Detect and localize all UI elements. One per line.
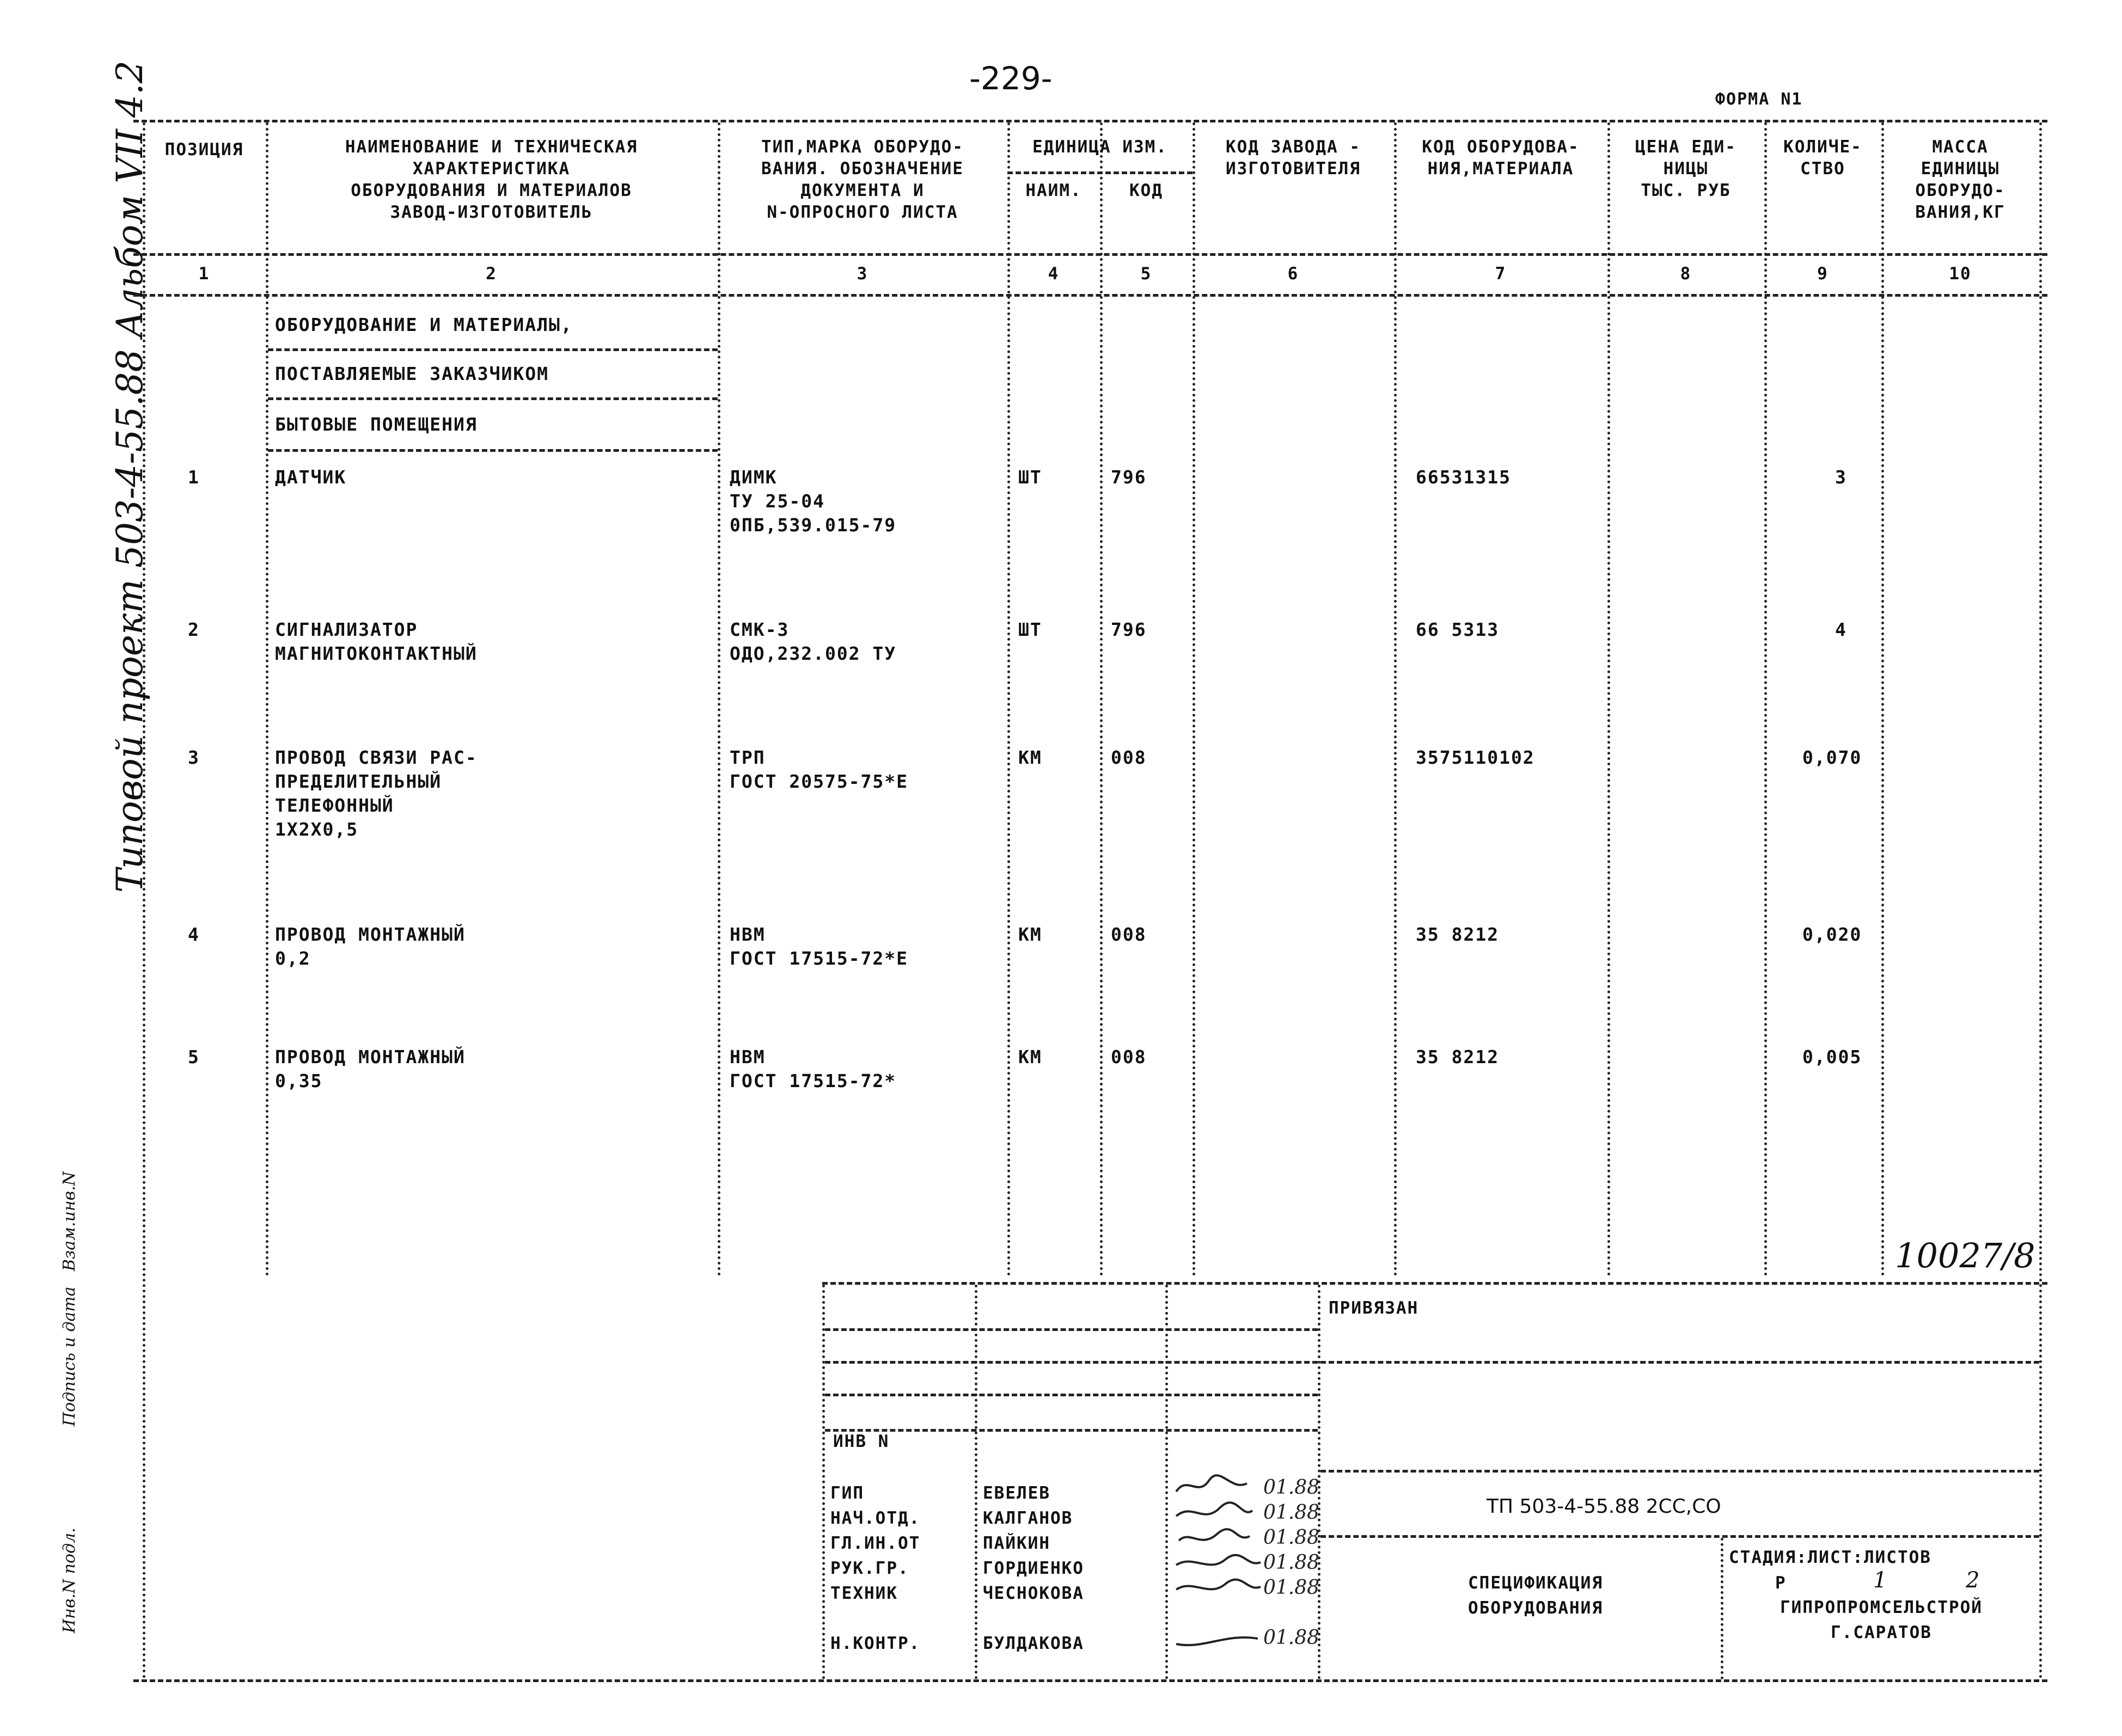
colnum-1: 1 <box>198 264 210 284</box>
stamp-name-2: КАЛГАНОВ <box>983 1508 1073 1528</box>
row-2-type: СМК-3 ОДО,232.002 ТУ <box>730 619 897 664</box>
side-label-original-inv: Инв.N подл. <box>60 1528 79 1633</box>
row-4-unit: КМ <box>1018 924 1042 945</box>
stamp-left <box>822 1285 825 1679</box>
signature-2 <box>1176 1502 1252 1516</box>
row-2-position: 2 <box>188 619 200 640</box>
header-factory-code: КОД ЗАВОДА - ИЗГОТОВИТЕЛЯ <box>1226 137 1361 179</box>
colnum-9: 9 <box>1817 264 1829 284</box>
stamp-sheet: 1 <box>1873 1568 1887 1593</box>
row-1-code: 796 <box>1111 467 1147 488</box>
row-5-code: 008 <box>1111 1046 1147 1068</box>
col-line-9 <box>1881 122 1884 1277</box>
row-4-position: 4 <box>188 924 200 945</box>
section-line-1 <box>268 348 718 351</box>
row-4-type: НВМ ГОСТ 17515-72*Е <box>730 924 909 969</box>
row-5-type: НВМ ГОСТ 17515-72* <box>730 1046 897 1091</box>
archive-number: 10027/8 <box>1895 1236 2035 1275</box>
stamp-stage: Р <box>1775 1573 1787 1593</box>
stamp-role-1: ГИП <box>830 1483 864 1503</box>
stamp-doc-code: ТП 503-4-55.88 2СС,СО <box>1487 1495 1721 1518</box>
row-1-position: 1 <box>188 467 200 488</box>
header-unit-name: НАИМ. <box>1025 181 1082 200</box>
stamp-top <box>822 1282 2047 1285</box>
stamp-organization: ГИПРОПРОМСЕЛЬСТРОЙ Г.САРАТОВ <box>1780 1598 1983 1642</box>
stamp-inv-label: ИНВ N <box>833 1432 890 1451</box>
row-4-mass: 0,020 <box>1802 924 1862 945</box>
stamp-right-line-2 <box>1320 1470 2039 1473</box>
header-type: ТИП,МАРКА ОБОРУДО- ВАНИЯ. ОБОЗНАЧЕНИЕ ДОКУМЕНТА И N-ОПРОСНОГО ЛИСТА <box>761 137 964 222</box>
row-1-type: ДИМК ТУ 25-04 0ПБ,539.015-79 <box>730 467 897 536</box>
col-line-3 <box>1007 122 1010 1277</box>
row-2-unit: ШТ <box>1018 619 1042 640</box>
row-3-type: ТРП ГОСТ 20575-75*Е <box>730 747 909 792</box>
signature-3 <box>1179 1529 1250 1541</box>
stamp-name-1: ЕВЕЛЕВ <box>983 1483 1050 1503</box>
header-unit: ЕДИНИЦА ИЗМ. <box>1032 137 1167 157</box>
stamp-signatures <box>1171 1470 1269 1666</box>
colnum-6: 6 <box>1287 264 1299 284</box>
colnum-7: 7 <box>1495 264 1507 284</box>
colnum-10: 10 <box>1949 264 1972 284</box>
row-5-position: 5 <box>188 1046 200 1068</box>
colnum-3: 3 <box>857 264 869 284</box>
section-customer-supplied: ПОСТАВЛЯЕМЫЕ ЗАКАЗЧИКОМ <box>275 363 549 384</box>
stamp-name-4: ГОРДИЕНКО <box>983 1559 1084 1578</box>
row-3-unit: КМ <box>1018 747 1042 768</box>
row-3-position: 3 <box>188 747 200 768</box>
row-5-equipment-code: 35 8212 <box>1416 1046 1500 1068</box>
colnum-8: 8 <box>1680 264 1692 284</box>
stamp-stage-left <box>1721 1538 1723 1679</box>
header-price: ЦЕНА ЕДИ- НИЦЫ ТЫС. РУБ <box>1635 137 1736 200</box>
row-5-unit: КМ <box>1018 1046 1042 1068</box>
stamp-date-2: 01.88 <box>1263 1501 1320 1524</box>
row-1-unit: ШТ <box>1018 467 1042 488</box>
stamp-name-3: ПАЙКИН <box>983 1533 1050 1553</box>
col-line-8 <box>1764 122 1767 1277</box>
header-quantity: КОЛИЧЕ- СТВО <box>1783 137 1862 179</box>
stamp-date-5: 01.88 <box>1263 1576 1320 1599</box>
side-label-signature-date: Подпись и дата <box>60 1286 79 1426</box>
header-name: НАИМЕНОВАНИЕ И ТЕХНИЧЕСКАЯ ХАРАКТЕРИСТИКА ОБОРУДОВАНИЯ И МАТЕРИАЛОВ ЗАВОД-ИЗГОТОВИТЕЛЬ <box>345 137 638 222</box>
stamp-right-line-1 <box>1320 1361 2039 1364</box>
col-line-5 <box>1193 122 1195 1277</box>
stamp-row-line-1 <box>825 1328 1318 1331</box>
row-3-name: ПРОВОД СВЯЗИ РАС- ПРЕДЕЛИТЕЛЬНЫЙ ТЕЛЕФОННЫЙ 1Х2Х0,5 <box>275 747 478 840</box>
stamp-row-line-4 <box>825 1429 1318 1432</box>
stamp-role-7: Н.КОНТР. <box>830 1634 921 1653</box>
stamp-role-2: НАЧ.ОТД. <box>830 1508 921 1528</box>
row-3-code: 008 <box>1111 747 1147 768</box>
col-line-4 <box>1100 122 1103 1277</box>
col-line-left <box>143 122 145 1679</box>
col-line-6 <box>1394 122 1397 1277</box>
stamp-name-5: ЧЕСНОКОВА <box>983 1584 1084 1603</box>
stamp-row-line-2 <box>825 1361 1318 1364</box>
signature-7 <box>1176 1637 1258 1645</box>
section-line-3 <box>268 449 718 452</box>
stamp-doc-title: СПЕЦИФИКАЦИЯ ОБОРУДОВАНИЯ <box>1468 1573 1603 1618</box>
stamp-sheets: 2 <box>1966 1568 1980 1593</box>
table-top-border <box>133 120 2047 122</box>
stamp-date-4: 01.88 <box>1263 1551 1320 1574</box>
col-line-right <box>2039 122 2042 1679</box>
form-label: ФОРМА N1 <box>1715 90 1803 109</box>
section-equipment: ОБОРУДОВАНИЕ И МАТЕРИАЛЫ, <box>275 314 573 335</box>
stamp-role-5: ТЕХНИК <box>830 1584 898 1603</box>
row-1-name: ДАТЧИК <box>275 467 347 488</box>
stamp-right-line-3 <box>1320 1535 2039 1538</box>
signature-1 <box>1176 1475 1247 1492</box>
row-1-quantity: 3 <box>1835 467 1847 488</box>
stamp-roles-right <box>975 1285 977 1679</box>
colnum-4: 4 <box>1048 264 1060 284</box>
row-5-name: ПРОВОД МОНТАЖНЫЙ 0,35 <box>275 1046 466 1091</box>
stamp-date-1: 01.88 <box>1263 1476 1320 1499</box>
row-2-name: СИГНАЛИЗАТОР МАГНИТОКОНТАКТНЫЙ <box>275 619 478 664</box>
col-line-7 <box>1607 122 1610 1277</box>
section-line-2 <box>268 397 718 400</box>
header-bottom-border <box>133 253 2047 256</box>
section-domestic-rooms: БЫТОВЫЕ ПОМЕЩЕНИЯ <box>275 414 478 435</box>
header-position: ПОЗИЦИЯ <box>164 140 244 160</box>
stamp-stage-header: СТАДИЯ:ЛИСТ:ЛИСТОВ <box>1729 1548 1931 1567</box>
row-3-mass: 0,070 <box>1802 747 1862 768</box>
row-2-code: 796 <box>1111 619 1147 640</box>
stamp-role-4: РУК.ГР. <box>830 1559 909 1578</box>
stamp-role-3: ГЛ.ИН.ОТ <box>830 1533 921 1553</box>
header-mass: МАССА ЕДИНИЦЫ ОБОРУДО- ВАНИЯ,КГ <box>1915 137 2005 222</box>
stamp-date-7: 01.88 <box>1263 1627 1320 1649</box>
unit-subheader-line <box>1007 171 1193 174</box>
colnum-2: 2 <box>486 264 497 284</box>
stamp-privyazan: ПРИВЯЗАН <box>1329 1298 1419 1318</box>
row-4-equipment-code: 35 8212 <box>1416 924 1500 945</box>
row-1-equipment-code: 66531315 <box>1416 467 1511 488</box>
row-4-code: 008 <box>1111 924 1147 945</box>
table-bottom-border <box>133 1679 2047 1682</box>
row-4-name: ПРОВОД МОНТАЖНЫЙ 0,2 <box>275 924 466 969</box>
stamp-row-line-3 <box>825 1394 1318 1396</box>
side-project-title: Типовой проект 503-4-55.88 Альбом VII 4.2 <box>109 60 151 893</box>
header-unit-code: КОД <box>1129 181 1163 200</box>
row-5-mass: 0,005 <box>1802 1046 1862 1068</box>
col-line-2 <box>718 122 720 1277</box>
signature-4 <box>1176 1555 1261 1565</box>
side-label-replace-inv: Взам.инв.N <box>60 1171 79 1271</box>
stamp-name-7: БУЛДАКОВА <box>983 1634 1084 1653</box>
col-line-1 <box>266 122 268 1277</box>
colnum-bottom-border <box>133 294 2047 297</box>
signature-5 <box>1176 1580 1261 1590</box>
colnum-5: 5 <box>1140 264 1152 284</box>
page-number: -229- <box>969 60 1053 97</box>
header-equipment-code: КОД ОБОРУДОВА- НИЯ,МАТЕРИАЛА <box>1422 137 1580 179</box>
stamp-date-3: 01.88 <box>1263 1526 1320 1549</box>
row-2-equipment-code: 66 5313 <box>1416 619 1500 640</box>
row-2-quantity: 4 <box>1835 619 1847 640</box>
stamp-names-right <box>1165 1285 1168 1679</box>
row-3-equipment-code: 3575110102 <box>1416 747 1535 768</box>
